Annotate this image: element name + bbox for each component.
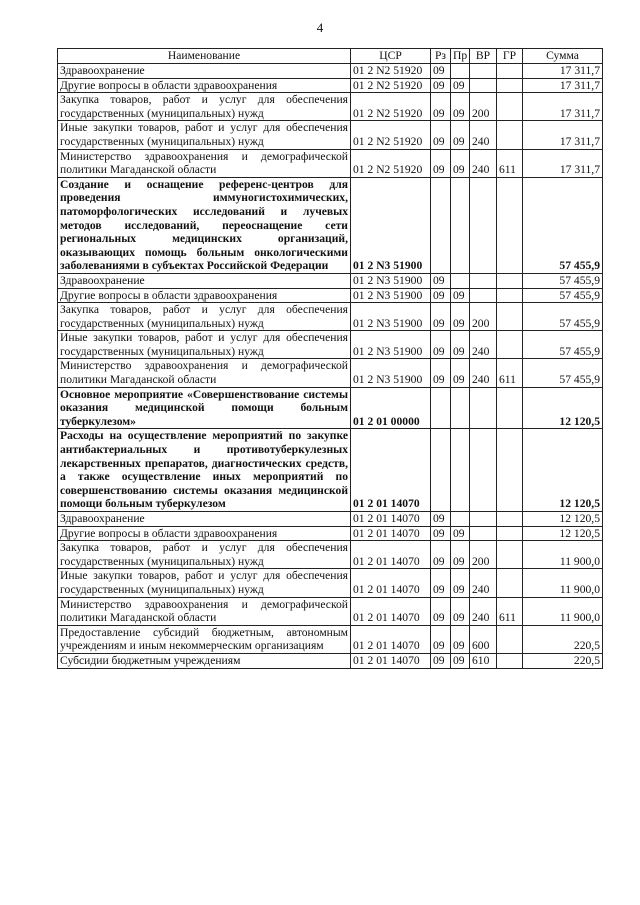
cell-csr: 01 2 01 14070 (351, 526, 431, 541)
cell-name: Субсидии бюджетным учреждениям (58, 653, 351, 668)
cell-pr: 09 (451, 597, 470, 625)
cell-pr: 09 (451, 569, 470, 597)
cell-pr: 09 (451, 303, 470, 331)
cell-rz (431, 177, 451, 273)
cell-vr (470, 64, 497, 79)
cell-name: Министерство здравоохранения и демографической политики Магаданской области (58, 149, 351, 177)
cell-pr (451, 64, 470, 79)
cell-rz: 09 (431, 64, 451, 79)
cell-vr: 200 (470, 541, 497, 569)
cell-sum: 57 455,9 (523, 331, 603, 359)
cell-name: Другие вопросы в области здравоохранения (58, 288, 351, 303)
table-row (58, 331, 603, 359)
cell-vr (470, 387, 497, 429)
header-row (58, 49, 603, 64)
cell-csr: 01 2 N2 51920 (351, 78, 431, 93)
cell-csr: 01 2 01 14070 (351, 653, 431, 668)
cell-gr (497, 93, 523, 121)
cell-name: Другие вопросы в области здравоохранения (58, 526, 351, 541)
cell-sum: 17 311,7 (523, 149, 603, 177)
page-number: 4 (316, 20, 324, 35)
cell-sum: 17 311,7 (523, 121, 603, 149)
cell-gr (497, 78, 523, 93)
table-row (58, 93, 603, 121)
cell-gr (497, 625, 523, 653)
table-row (58, 569, 603, 597)
cell-pr: 09 (451, 149, 470, 177)
cell-rz: 09 (431, 121, 451, 149)
cell-gr (497, 288, 523, 303)
cell-vr: 240 (470, 149, 497, 177)
cell-csr: 01 2 N3 51900 (351, 273, 431, 288)
header-gr: ГР (497, 49, 523, 64)
table-row (58, 526, 603, 541)
cell-pr: 09 (451, 359, 470, 387)
cell-rz: 09 (431, 303, 451, 331)
table-row (58, 429, 603, 512)
header-pr: Пр (451, 49, 470, 64)
cell-pr: 09 (451, 331, 470, 359)
cell-sum: 12 120,5 (523, 526, 603, 541)
cell-sum: 12 120,5 (523, 387, 603, 429)
cell-gr (497, 331, 523, 359)
cell-gr (497, 273, 523, 288)
cell-sum: 57 455,9 (523, 303, 603, 331)
cell-rz: 09 (431, 653, 451, 668)
table-row (58, 288, 603, 303)
cell-csr: 01 2 01 14070 (351, 541, 431, 569)
cell-csr: 01 2 N2 51920 (351, 93, 431, 121)
header-sum: Сумма (523, 49, 603, 64)
cell-vr (470, 273, 497, 288)
cell-sum: 57 455,9 (523, 359, 603, 387)
cell-pr (451, 429, 470, 512)
cell-pr: 09 (451, 78, 470, 93)
header-name: Наименование (58, 49, 351, 64)
cell-rz: 09 (431, 597, 451, 625)
cell-name: Создание и оснащение референс-центров для проведения иммуногистохимических, патоморфологических исследований и лучевых методов исследований, переоснащение сети региональных медицинских организаций, оказывающих помощь больным онкологическими заболеваниями в субъектах Российской Федерации (58, 177, 351, 273)
cell-pr: 09 (451, 288, 470, 303)
cell-rz (431, 429, 451, 512)
cell-name: Здравоохранение (58, 64, 351, 79)
cell-rz: 09 (431, 541, 451, 569)
cell-rz: 09 (431, 625, 451, 653)
cell-csr: 01 2 N2 51920 (351, 121, 431, 149)
cell-sum: 57 455,9 (523, 273, 603, 288)
cell-sum: 220,5 (523, 653, 603, 668)
cell-gr (497, 653, 523, 668)
table-row (58, 359, 603, 387)
cell-rz: 09 (431, 512, 451, 527)
cell-rz: 09 (431, 331, 451, 359)
cell-vr: 200 (470, 93, 497, 121)
cell-name: Предоставление субсидий бюджетным, автономным учреждениям и иным некоммерческим организациям (58, 625, 351, 653)
table-row (58, 597, 603, 625)
cell-gr (497, 64, 523, 79)
table-row (58, 653, 603, 668)
table-row (58, 625, 603, 653)
cell-pr (451, 387, 470, 429)
cell-csr: 01 2 N3 51900 (351, 331, 431, 359)
cell-csr: 01 2 N2 51920 (351, 64, 431, 79)
header-vr: ВР (470, 49, 497, 64)
cell-vr: 200 (470, 303, 497, 331)
cell-name: Здравоохранение (58, 512, 351, 527)
cell-rz: 09 (431, 288, 451, 303)
cell-vr (470, 429, 497, 512)
cell-vr: 240 (470, 359, 497, 387)
cell-gr (497, 569, 523, 597)
cell-pr: 09 (451, 121, 470, 149)
cell-rz (431, 387, 451, 429)
cell-sum: 12 120,5 (523, 512, 603, 527)
cell-vr (470, 526, 497, 541)
cell-pr (451, 273, 470, 288)
cell-sum: 57 455,9 (523, 177, 603, 273)
cell-rz: 09 (431, 93, 451, 121)
cell-csr: 01 2 01 00000 (351, 387, 431, 429)
cell-csr: 01 2 01 14070 (351, 597, 431, 625)
table-row (58, 273, 603, 288)
cell-vr: 240 (470, 569, 497, 597)
cell-gr (497, 541, 523, 569)
cell-rz: 09 (431, 569, 451, 597)
table-row (58, 78, 603, 93)
table-row (58, 387, 603, 429)
cell-sum: 57 455,9 (523, 288, 603, 303)
cell-vr: 600 (470, 625, 497, 653)
cell-name: Здравоохранение (58, 273, 351, 288)
cell-csr: 01 2 N3 51900 (351, 288, 431, 303)
cell-name: Иные закупки товаров, работ и услуг для обеспечения государственных (муниципальных) нужд (58, 569, 351, 597)
cell-vr: 240 (470, 597, 497, 625)
cell-gr (497, 429, 523, 512)
cell-csr: 01 2 01 14070 (351, 569, 431, 597)
cell-name: Иные закупки товаров, работ и услуг для обеспечения государственных (муниципальных) нужд (58, 331, 351, 359)
cell-vr: 240 (470, 121, 497, 149)
cell-vr (470, 512, 497, 527)
table-row (58, 303, 603, 331)
cell-rz: 09 (431, 526, 451, 541)
cell-name: Закупка товаров, работ и услуг для обеспечения государственных (муниципальных) нужд (58, 93, 351, 121)
table-row (58, 177, 603, 273)
cell-gr (497, 177, 523, 273)
cell-sum: 12 120,5 (523, 429, 603, 512)
table-row (58, 121, 603, 149)
cell-csr: 01 2 N2 51920 (351, 149, 431, 177)
cell-sum: 17 311,7 (523, 78, 603, 93)
cell-name: Министерство здравоохранения и демографической политики Магаданской области (58, 359, 351, 387)
header-rz: Рз (431, 49, 451, 64)
budget-table (57, 48, 603, 669)
cell-gr: 611 (497, 149, 523, 177)
cell-pr (451, 512, 470, 527)
cell-pr: 09 (451, 93, 470, 121)
cell-pr (451, 177, 470, 273)
cell-sum: 17 311,7 (523, 93, 603, 121)
cell-pr: 09 (451, 625, 470, 653)
cell-rz: 09 (431, 359, 451, 387)
cell-vr (470, 177, 497, 273)
cell-sum: 11 900,0 (523, 541, 603, 569)
table-row (58, 512, 603, 527)
cell-vr (470, 288, 497, 303)
table-row (58, 64, 603, 79)
cell-csr: 01 2 N3 51900 (351, 177, 431, 273)
cell-gr (497, 303, 523, 331)
cell-name: Закупка товаров, работ и услуг для обеспечения государственных (муниципальных) нужд (58, 303, 351, 331)
cell-csr: 01 2 01 14070 (351, 512, 431, 527)
cell-vr (470, 78, 497, 93)
cell-pr: 09 (451, 653, 470, 668)
cell-pr: 09 (451, 526, 470, 541)
cell-name: Иные закупки товаров, работ и услуг для обеспечения государственных (муниципальных) нужд (58, 121, 351, 149)
cell-name: Министерство здравоохранения и демографической политики Магаданской области (58, 597, 351, 625)
cell-rz: 09 (431, 149, 451, 177)
cell-sum: 17 311,7 (523, 64, 603, 79)
cell-pr: 09 (451, 541, 470, 569)
cell-sum: 11 900,0 (523, 597, 603, 625)
cell-gr: 611 (497, 597, 523, 625)
cell-name: Другие вопросы в области здравоохранения (58, 78, 351, 93)
cell-csr: 01 2 01 14070 (351, 429, 431, 512)
cell-rz: 09 (431, 78, 451, 93)
cell-name: Расходы на осуществление мероприятий по закупке антибактериальных и противотуберкулезных лекарственных препаратов, диагностических средств, а также осуществление иных мероприятий по совершенствованию системы оказания медицинской помощи больным туберкулезом (58, 429, 351, 512)
cell-gr (497, 387, 523, 429)
table-row (58, 149, 603, 177)
cell-sum: 11 900,0 (523, 569, 603, 597)
cell-gr: 611 (497, 359, 523, 387)
cell-name: Закупка товаров, работ и услуг для обеспечения государственных (муниципальных) нужд (58, 541, 351, 569)
cell-rz: 09 (431, 273, 451, 288)
cell-csr: 01 2 01 14070 (351, 625, 431, 653)
table-row (58, 541, 603, 569)
cell-sum: 220,5 (523, 625, 603, 653)
cell-gr (497, 512, 523, 527)
cell-gr (497, 121, 523, 149)
cell-csr: 01 2 N3 51900 (351, 303, 431, 331)
cell-gr (497, 526, 523, 541)
cell-csr: 01 2 N3 51900 (351, 359, 431, 387)
header-csr: ЦСР (351, 49, 431, 64)
cell-vr: 610 (470, 653, 497, 668)
cell-vr: 240 (470, 331, 497, 359)
cell-name: Основное мероприятие «Совершенствование системы оказания медицинской помощи больным туберкулезом» (58, 387, 351, 429)
